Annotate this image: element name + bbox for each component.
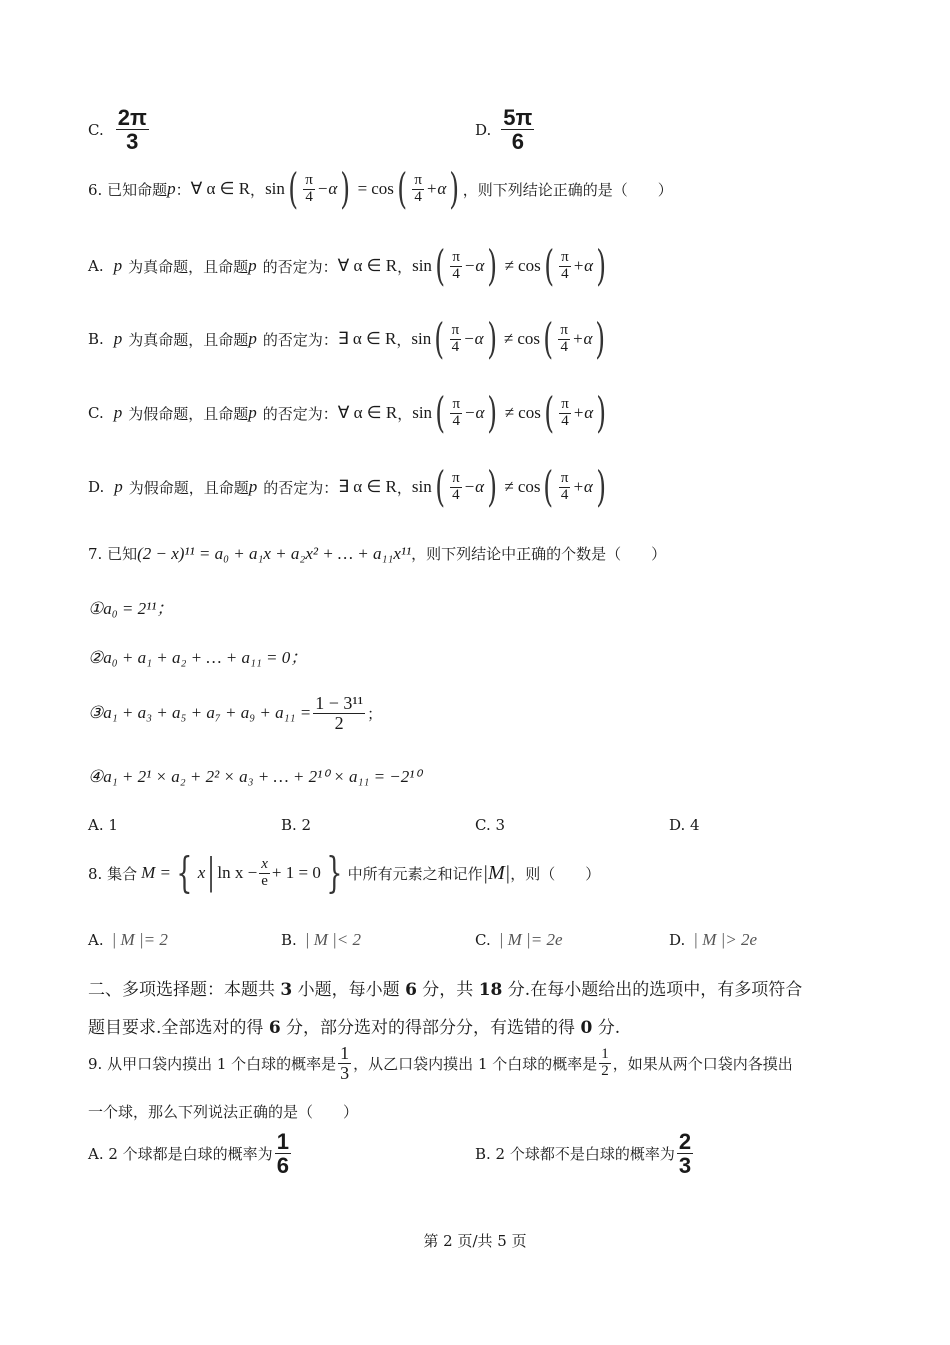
q9-stem-line-2: 一个球，那么下列说法正确的是（ ） xyxy=(88,1103,359,1121)
math-sin: sin xyxy=(265,179,285,198)
denominator: 4 xyxy=(305,188,313,205)
stem-text: ； xyxy=(367,704,383,723)
left-paren: ( xyxy=(288,164,299,213)
numerator: π xyxy=(560,469,569,486)
option-label: D. xyxy=(669,931,686,949)
option-text: 的否定为： xyxy=(262,404,338,423)
section-number: 18 xyxy=(478,980,503,1000)
q9-option-b xyxy=(475,1130,695,1177)
right-paren: ) xyxy=(340,164,351,213)
q9-option-a xyxy=(88,1130,293,1177)
denominator: 2 xyxy=(334,712,344,733)
q8-stem xyxy=(88,848,601,897)
q7-stem xyxy=(88,543,666,564)
math-cos: cos xyxy=(517,477,541,496)
denominator: 4 xyxy=(451,338,460,355)
left-paren: ( xyxy=(543,241,554,290)
option-text: ， xyxy=(396,478,412,497)
right-paren: ) xyxy=(487,462,498,511)
math-p: p xyxy=(248,329,257,348)
q6-stem xyxy=(88,164,673,213)
option-text: 为真命题，且命题 xyxy=(128,330,249,349)
math-p: p xyxy=(113,403,123,422)
section-number: 0 xyxy=(580,1018,593,1038)
section-text: 分. xyxy=(592,1018,621,1038)
option-text: 的否定为： xyxy=(262,257,338,276)
q6-option-a xyxy=(88,241,609,290)
left-paren: ( xyxy=(543,314,554,363)
left-paren: ( xyxy=(544,388,554,437)
option-label: B. xyxy=(88,330,104,348)
math-cos: cos xyxy=(517,329,541,348)
q5-option-d xyxy=(475,106,536,153)
fraction xyxy=(599,1047,611,1080)
right-paren: ) xyxy=(487,388,498,437)
math-neq: ≠ xyxy=(504,403,515,422)
q7-option-c: C. 3 xyxy=(475,816,506,834)
numerator: 5π xyxy=(503,105,533,130)
option-text: 为假命题，且命题 xyxy=(128,478,249,497)
math-term: +α xyxy=(572,477,593,496)
math-p: p xyxy=(114,477,123,496)
math-p: p xyxy=(248,256,257,275)
fraction xyxy=(450,250,462,283)
section-text: 二、多项选择题：本题共 xyxy=(88,980,281,1000)
q6-option-d xyxy=(88,462,609,511)
stem-text: ，则下列结论正确的是（ ） xyxy=(462,180,673,199)
section-text: 分，共 xyxy=(416,980,479,1000)
section-number: 3 xyxy=(280,980,293,1000)
q7-item-1: ①a₀ = 2¹¹； xyxy=(88,599,174,618)
q7-item-3 xyxy=(88,694,382,733)
math-quantifier: ∀ α ∈ R xyxy=(190,179,251,198)
denominator: 4 xyxy=(561,265,569,282)
q7-item-2: ②a₀ + a₁ + a₂ + … + a₁₁ = 0； xyxy=(88,648,308,667)
right-paren: ) xyxy=(449,164,460,213)
math-expr: | M |= 2 xyxy=(111,930,168,949)
math-p: p xyxy=(113,329,123,348)
math-cos: cos xyxy=(518,403,541,422)
section-number: 6 xyxy=(405,980,417,1000)
option-label: D. xyxy=(88,478,105,496)
option-text: ， xyxy=(397,257,413,276)
denominator: 4 xyxy=(560,338,568,355)
stem-text: 7. 已知 xyxy=(88,545,138,563)
math-term: +α xyxy=(572,256,594,275)
stem-text: ， xyxy=(250,180,266,199)
math-term: +α xyxy=(572,403,594,422)
q8-option-c xyxy=(475,930,563,950)
math-term: +α xyxy=(571,329,593,348)
math-p: p xyxy=(113,256,123,275)
denominator: 3 xyxy=(340,1062,350,1083)
math-expr: | M |> 2e xyxy=(693,930,758,949)
numerator: 1 − 3¹¹ xyxy=(315,693,364,713)
denominator: 4 xyxy=(561,412,569,429)
right-paren: ) xyxy=(486,314,497,363)
left-paren: ( xyxy=(434,462,445,511)
section-text: 分.在每小题给出的选项中，有多项符合 xyxy=(502,980,803,1000)
math-sin: sin xyxy=(412,403,433,422)
fraction xyxy=(412,173,424,206)
fraction xyxy=(559,397,571,430)
left-paren: ( xyxy=(435,241,446,290)
stem-text: ，如果从两个口袋内各摸出 xyxy=(612,1054,793,1073)
math-quantifier: ∀ α ∈ R xyxy=(337,256,398,275)
option-text: A. 2 个球都是白球的概率为 xyxy=(88,1145,273,1164)
numerator: 2π xyxy=(117,105,147,130)
math-term: −α xyxy=(464,403,485,422)
numerator: x xyxy=(261,855,268,872)
math-term: −α xyxy=(463,477,485,496)
fraction xyxy=(313,694,365,733)
option-text: 为假命题，且命题 xyxy=(128,404,249,423)
q7-option-d: D. 4 xyxy=(669,816,700,834)
q7-option-b: B. 2 xyxy=(281,816,312,834)
numerator: π xyxy=(560,321,568,338)
math-neq: ≠ xyxy=(504,256,515,275)
denominator: 4 xyxy=(452,265,460,282)
option-label: C. xyxy=(88,404,104,422)
math-term: −α xyxy=(316,179,338,198)
option-label: C. xyxy=(88,120,104,139)
fraction xyxy=(559,250,571,283)
math-p: p xyxy=(248,403,257,422)
left-paren: ( xyxy=(543,462,554,511)
denominator: 4 xyxy=(452,412,460,429)
math-p: p xyxy=(167,179,176,198)
math-var: x xyxy=(197,863,206,882)
option-label: D. xyxy=(475,120,492,139)
fraction xyxy=(501,106,534,153)
option-label: A. xyxy=(88,257,104,275)
fraction xyxy=(677,1130,693,1177)
stem-text: ： xyxy=(175,180,191,199)
q7-item-4: ④a₁ + 2¹ × a₂ + 2² × a₃ + … + 2¹⁰ × a₁₁ = −2¹⁰ xyxy=(88,767,422,786)
fraction xyxy=(116,106,149,153)
math-term: +α xyxy=(425,179,447,198)
fraction xyxy=(275,1130,291,1177)
option-label: A. xyxy=(88,931,104,949)
option-text: 的否定为： xyxy=(262,330,338,349)
numerator: π xyxy=(452,469,460,486)
section-text: 小题，每小题 xyxy=(292,980,406,1000)
math-formula: (2 − x)¹¹ = a₀ + a₁x + a₂x² + … + a₁₁x¹¹ xyxy=(137,543,412,563)
numerator: π xyxy=(451,321,460,338)
q8-option-b xyxy=(281,930,361,950)
math-set-lhs: M = xyxy=(141,863,171,882)
math-expr: | M |< 2 xyxy=(304,930,362,949)
numerator: π xyxy=(452,395,461,412)
math-cos: cos xyxy=(371,179,394,198)
numerator: π xyxy=(561,248,569,265)
section-text: 分，部分选对的得部分分，有选错的得 xyxy=(280,1018,581,1038)
section-text: 题目要求.全部选对的得 xyxy=(88,1018,269,1038)
option-label: B. xyxy=(281,931,297,949)
numerator: π xyxy=(414,171,422,188)
option-text: 为真命题，且命题 xyxy=(128,257,249,276)
stem-text: ，则（ ） xyxy=(510,864,601,883)
numerator: 1 xyxy=(601,1046,609,1063)
option-label: C. xyxy=(475,931,491,949)
math-sin: sin xyxy=(411,477,432,496)
q6-option-b xyxy=(88,314,609,363)
stem-text: ，从乙口袋内摸出 1 个白球的概率是 xyxy=(353,1054,598,1073)
right-paren: ) xyxy=(596,388,607,437)
math-abs-m: |M| xyxy=(482,861,511,884)
right-paren: ) xyxy=(595,314,606,363)
math-expr: | M |= 2e xyxy=(498,930,563,949)
q8-option-a xyxy=(88,930,168,950)
q9-stem-line-1 xyxy=(88,1044,793,1083)
denominator: 4 xyxy=(560,486,569,503)
math-term: + 1 = 0 xyxy=(271,863,321,882)
option-text: ， xyxy=(396,330,412,349)
math-eq: = xyxy=(357,179,368,198)
math-quantifier: ∀ α ∈ R xyxy=(337,403,398,422)
denominator: 3 xyxy=(678,1153,692,1179)
numerator: 1 xyxy=(276,1129,289,1154)
denominator: 4 xyxy=(452,486,460,503)
denominator: 6 xyxy=(276,1153,289,1179)
fraction xyxy=(303,173,315,206)
denominator: 6 xyxy=(511,129,524,155)
page-footer: 第 2 页/共 5 页 xyxy=(423,1232,527,1250)
fraction xyxy=(558,323,570,356)
denominator: 3 xyxy=(126,129,139,155)
numerator: π xyxy=(452,248,460,265)
fraction xyxy=(450,397,462,430)
stem-text: 中所有元素之和记作 xyxy=(347,864,483,883)
left-brace: { xyxy=(176,848,193,897)
numerator: π xyxy=(561,395,569,412)
math-sin: sin xyxy=(411,329,432,348)
numerator: 2 xyxy=(678,1129,692,1154)
fraction xyxy=(259,857,270,890)
q7-option-a: A. 1 xyxy=(88,816,118,834)
fraction xyxy=(450,471,462,504)
right-paren: ) xyxy=(487,241,498,290)
q6-option-c xyxy=(88,388,610,437)
math-quantifier: ∃ α ∈ R xyxy=(337,329,397,348)
vertical-bar: | xyxy=(207,852,215,893)
math-quantifier: ∃ α ∈ R xyxy=(338,477,397,496)
denominator: 4 xyxy=(414,188,422,205)
option-text: ， xyxy=(397,404,413,423)
section-number: 6 xyxy=(268,1018,281,1038)
denominator: e xyxy=(261,872,268,889)
left-paren: ( xyxy=(435,388,446,437)
math-sin: sin xyxy=(412,256,432,275)
math-neq: ≠ xyxy=(504,477,514,496)
stem-text: ，则下列结论中正确的个数是（ ） xyxy=(411,545,667,563)
left-paren: ( xyxy=(434,314,445,363)
numerator: 1 xyxy=(340,1043,350,1063)
fraction xyxy=(559,471,571,504)
section-2-line-1 xyxy=(88,975,802,1000)
fraction xyxy=(338,1044,351,1083)
right-paren: ) xyxy=(596,462,606,511)
math-p: p xyxy=(248,477,258,496)
q5-option-c xyxy=(88,106,151,153)
option-text: 的否定为： xyxy=(263,478,339,497)
fraction xyxy=(450,323,462,356)
q8-option-d xyxy=(669,930,757,950)
right-paren: ) xyxy=(596,241,607,290)
math-term: −α xyxy=(463,256,485,275)
math-formula: ③a₁ + a₃ + a₅ + a₇ + a₉ + a₁₁ = xyxy=(88,703,312,723)
left-paren: ( xyxy=(397,164,408,213)
math-neq: ≠ xyxy=(504,329,514,348)
option-text: B. 2 个球都不是白球的概率为 xyxy=(475,1145,675,1164)
section-2-line-2 xyxy=(88,1013,620,1038)
math-cos: cos xyxy=(518,256,541,275)
right-brace: } xyxy=(326,848,343,897)
math-term: −α xyxy=(463,329,484,348)
stem-text: 9. 从甲口袋内摸出 1 个白球的概率是 xyxy=(88,1054,337,1073)
denominator: 2 xyxy=(601,1062,609,1079)
numerator: π xyxy=(305,171,313,188)
stem-text: 8. 集合 xyxy=(88,864,138,883)
stem-text: 6. 已知命题 xyxy=(88,180,168,199)
math-term: ln x − xyxy=(217,863,258,882)
